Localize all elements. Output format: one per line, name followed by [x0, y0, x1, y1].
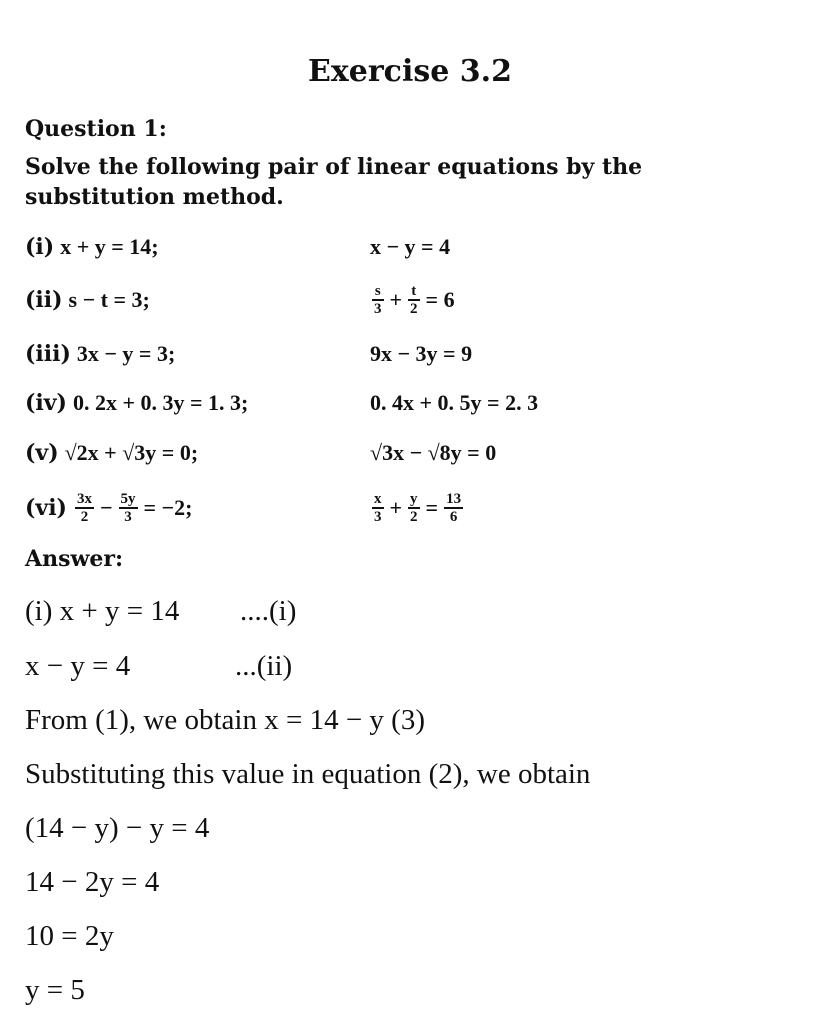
problem-label: (v) [25, 440, 59, 466]
fraction [408, 283, 420, 317]
problem-row-v [25, 433, 795, 473]
equation-1: 3x − y = 3; [76, 341, 176, 366]
question-label: Question 1: [25, 116, 167, 142]
fraction [119, 491, 138, 525]
equation-1: s − t = 3; [68, 287, 150, 312]
fraction-numerator: 13 [446, 491, 462, 507]
solution-line: 10 = 2y [25, 920, 114, 952]
problem-label: (iii) [25, 341, 71, 367]
problem-row-i [25, 227, 795, 267]
equation-2: √3x − √8y = 0 [370, 440, 497, 465]
fraction-numerator: y [410, 491, 418, 507]
equation-2: x − y = 4 [370, 234, 451, 259]
equation-1: √2x + √3y = 0; [64, 440, 199, 465]
fraction [444, 491, 463, 525]
solution-line [25, 650, 130, 683]
equals-sign: = [425, 495, 439, 520]
solution-line: 14 − 2y = 4 [25, 866, 160, 898]
solution-line: (14 − y) − y = 4 [25, 812, 210, 844]
solution-line: From (1), we obtain x = 14 − y (3) [25, 704, 425, 736]
solution-line: y = 5 [25, 974, 85, 1006]
operator: + [389, 287, 403, 312]
equation-1: x + y = 14; [60, 234, 159, 259]
problem-row-iii [25, 334, 795, 374]
fraction [75, 491, 94, 525]
problem-row-iv [25, 383, 795, 423]
fraction-numerator: x [374, 491, 382, 507]
problem-label: (vi) [25, 495, 67, 521]
question-text: Solve the following pair of linear equations by the substitution method. [25, 154, 643, 210]
solution-line: Substituting this value in equation (2), we obtain [25, 758, 591, 790]
equation-2: 0. 4x + 0. 5y = 2. 3 [370, 390, 539, 415]
problem-label: (ii) [25, 287, 63, 313]
fraction-numerator: s [374, 283, 381, 299]
operator: + [389, 495, 403, 520]
page-title: Exercise 3.2 [308, 54, 512, 89]
equation-tag [240, 595, 296, 628]
fraction-denominator: 6 [449, 509, 458, 525]
fraction-denominator: 3 [374, 301, 382, 317]
equation-1: 0. 2x + 0. 3y = 1. 3; [72, 390, 249, 415]
answer-label: Answer: [25, 546, 124, 572]
fraction-denominator: 3 [124, 509, 132, 525]
fraction [408, 491, 420, 525]
fraction-denominator: 3 [374, 509, 382, 525]
equation-rhs: = 6 [425, 287, 455, 312]
fraction [372, 491, 384, 525]
fraction-numerator: t [411, 283, 417, 299]
fraction-numerator: 5y [120, 491, 136, 507]
problem-label: (iv) [25, 390, 67, 416]
fraction-denominator: 2 [80, 509, 89, 525]
solution-text: (i) x + y = 14 [25, 595, 180, 627]
fraction-denominator: 2 [410, 509, 418, 525]
equation-tag [235, 650, 292, 683]
fraction [372, 283, 384, 317]
equation-2: 9x − 3y = 9 [370, 341, 473, 366]
fraction-denominator: 2 [410, 301, 418, 317]
problem-row-ii [25, 280, 795, 320]
problem-label: (i) [25, 234, 55, 260]
equation-rhs: = −2; [143, 495, 193, 520]
equation-tag-text: ...(ii) [235, 650, 293, 682]
problem-row-vi [25, 488, 795, 528]
equation-tag-text: ....(i) [240, 595, 297, 627]
solution-text: x − y = 4 [25, 650, 131, 682]
fraction-numerator: 3x [76, 491, 92, 507]
solution-line [25, 595, 179, 628]
operator: − [99, 495, 113, 520]
